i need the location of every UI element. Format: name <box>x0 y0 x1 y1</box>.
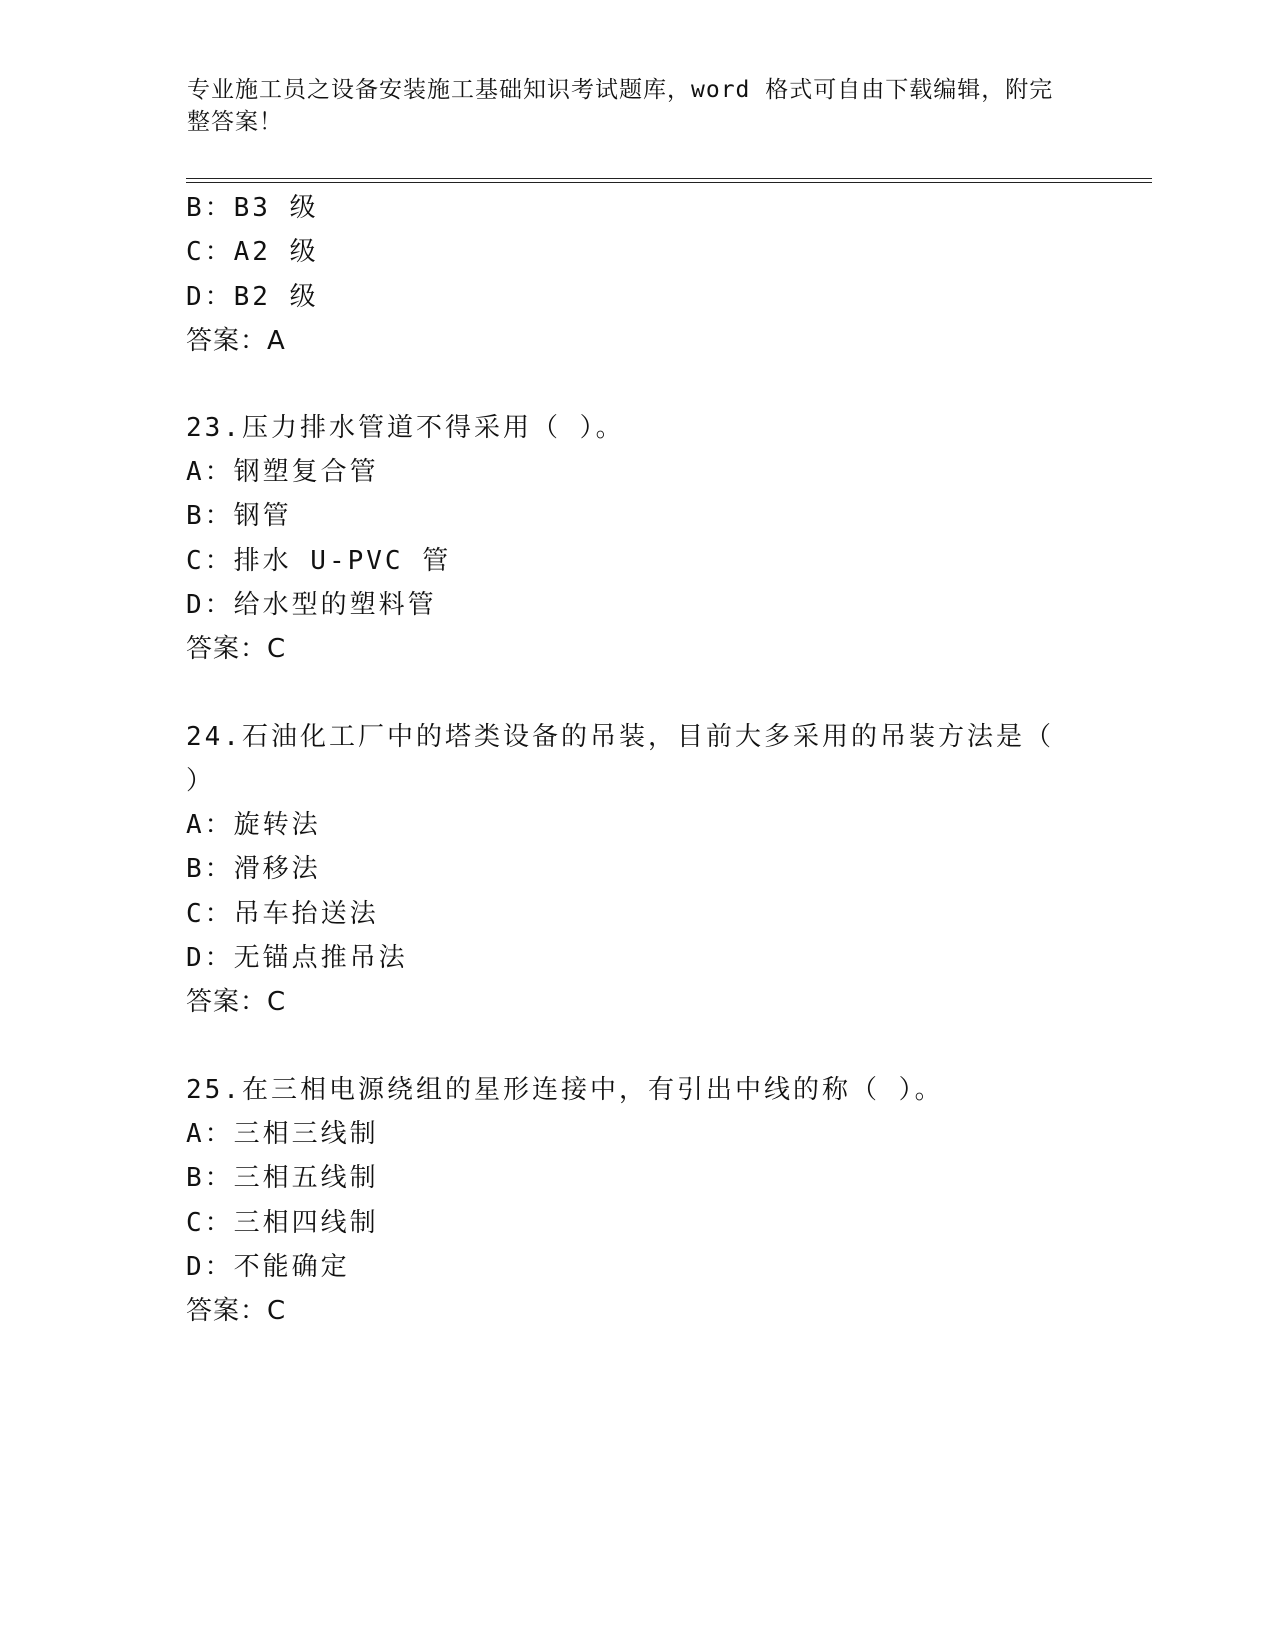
q25-option-a: A：三相三线制 <box>186 1119 379 1149</box>
document-header <box>187 74 1067 138</box>
q24-stem-continued: ） <box>186 766 216 796</box>
q24-option-d: D：无锚点推吊法 <box>186 943 408 973</box>
q23-option-d: D：给水型的塑料管 <box>186 590 437 620</box>
q22-answer: 答案：A <box>186 326 286 356</box>
header-divider-top <box>186 178 1152 179</box>
q23-stem: 23.压力排水管道不得采用（ ）。 <box>186 413 625 443</box>
header-divider-bottom <box>186 182 1152 183</box>
q23-answer: 答案：C <box>186 634 287 664</box>
q24-option-b: B：滑移法 <box>186 854 321 884</box>
header-line-2: 整答案！ <box>187 109 283 135</box>
q25-option-d: D：不能确定 <box>186 1252 350 1282</box>
q25-stem: 25.在三相电源绕组的星形连接中，有引出中线的称（ ）。 <box>186 1075 944 1105</box>
q25-option-b: B：三相五线制 <box>186 1163 379 1193</box>
q23-option-a: A：钢塑复合管 <box>186 457 379 487</box>
q24-stem: 24.石油化工厂中的塔类设备的吊装，目前大多采用的吊装方法是（ <box>186 722 1054 752</box>
q22-option-b: B：B3 级 <box>186 193 319 223</box>
q24-answer: 答案：C <box>186 987 287 1017</box>
q24-option-a: A：旋转法 <box>186 810 321 840</box>
header-line-1: 专业施工员之设备安装施工基础知识考试题库，word 格式可自由下载编辑，附完 <box>187 77 1054 103</box>
q23-option-c: C：排水 U-PVC 管 <box>186 546 452 576</box>
q24-option-c: C：吊车抬送法 <box>186 899 379 929</box>
q25-answer: 答案：C <box>186 1296 287 1326</box>
q22-option-c: C：A2 级 <box>186 237 319 267</box>
q23-option-b: B：钢管 <box>186 501 292 531</box>
q25-option-c: C：三相四线制 <box>186 1208 379 1238</box>
q22-option-d: D：B2 级 <box>186 282 319 312</box>
